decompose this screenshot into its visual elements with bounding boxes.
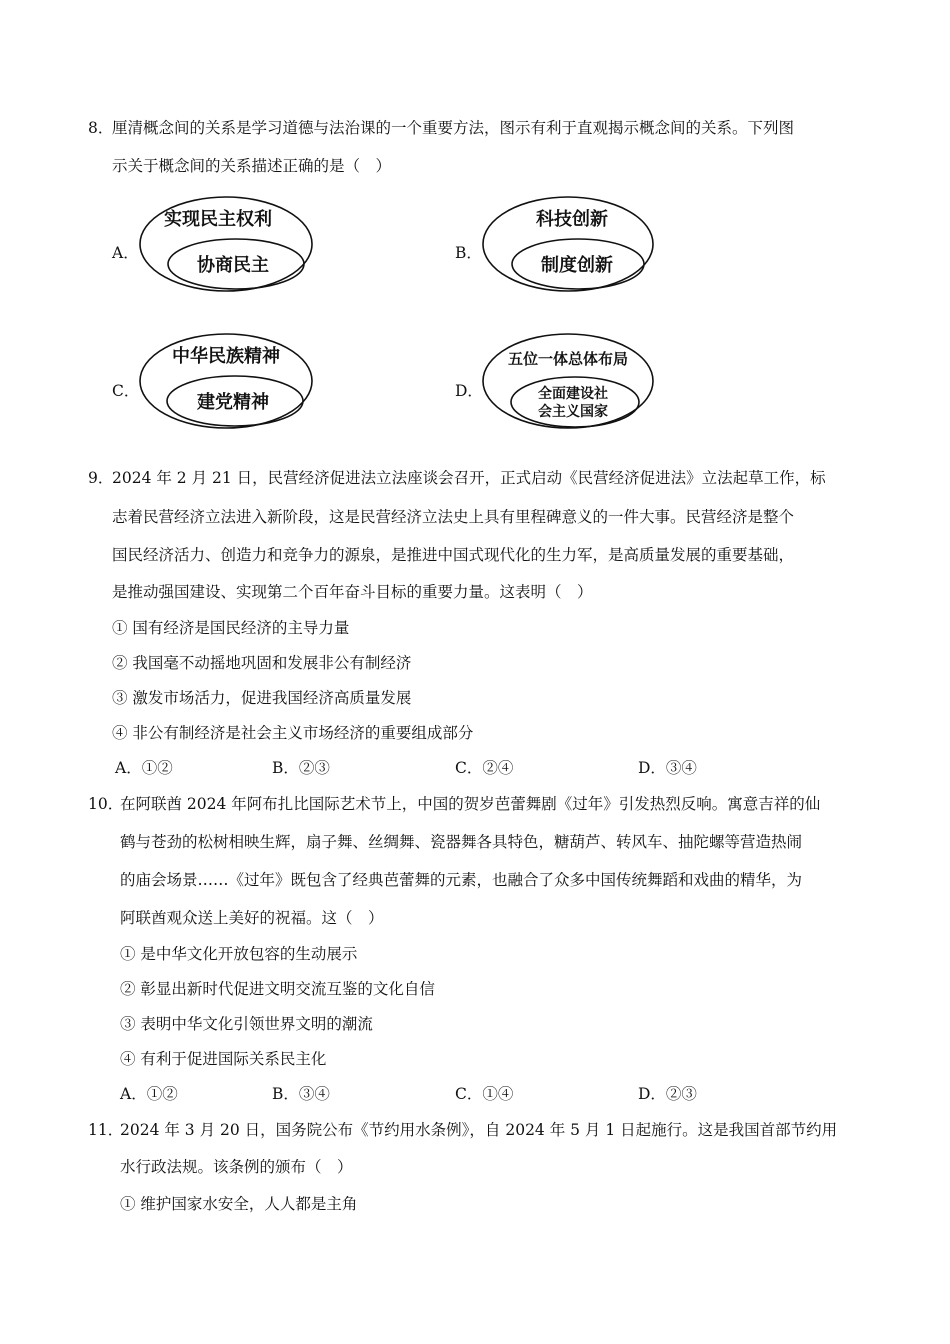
answer-option-a[interactable]: A．①② bbox=[120, 1085, 178, 1103]
answer-option-b[interactable]: B．③④ bbox=[272, 1085, 330, 1103]
outer-concept-label: 科技创新 bbox=[536, 209, 608, 230]
question-text-line: 2024 年 3 月 20 日，国务院公布《节约用水条例》，自 2024 年 5 月 1 日起施行。这是我国首部节约用 bbox=[120, 1121, 838, 1139]
question-text-line: 的庙会场景……《过年》既包含了经典芭蕾舞的元素，也融合了众多中国传统舞蹈和戏曲的精华，为 bbox=[120, 871, 803, 889]
outer-concept-label: 实现民主权利 bbox=[164, 209, 272, 230]
outer-concept-label: 五位一体总体布局 bbox=[507, 350, 629, 368]
answer-option-c[interactable]: C．①④ bbox=[455, 1085, 514, 1103]
question-text-line: 2024 年 2 月 21 日，民营经济促进法立法座谈会召开，正式启动《民营经济促进法》立法起草工作，标 bbox=[112, 469, 826, 487]
statement-item: ③ 激发市场活力，促进我国经济高质量发展 bbox=[112, 689, 412, 707]
inner-concept-label: 会主义国家 bbox=[538, 404, 608, 420]
answer-option-d[interactable]: D．②③ bbox=[638, 1085, 697, 1103]
inner-concept-label: 全面建设社 bbox=[538, 386, 608, 402]
question-text-line: 示关于概念间的关系描述正确的是（ ） bbox=[112, 157, 392, 175]
statement-item: ① 是中华文化开放包容的生动展示 bbox=[120, 945, 358, 963]
question-text-line: 鹤与苍劲的松树相映生辉，扇子舞、丝绸舞、瓷器舞各具特色，糖葫芦、转风车、抽陀螺等营造热闹 bbox=[120, 833, 803, 851]
answer-option-a[interactable]: A．①② bbox=[115, 759, 173, 777]
statement-item: ② 我国毫不动摇地巩固和发展非公有制经济 bbox=[112, 654, 412, 672]
inner-concept-label: 协商民主 bbox=[197, 255, 269, 276]
answer-option-b[interactable]: B．②③ bbox=[272, 759, 330, 777]
outer-concept-label: 中华民族精神 bbox=[172, 346, 280, 367]
concept-diagram-c bbox=[136, 330, 316, 434]
question-number: 9． bbox=[88, 469, 114, 487]
question-text-line: 阿联酋观众送上美好的祝福。这（ ） bbox=[120, 909, 384, 927]
question-text-line: 是推动强国建设、实现第二个百年奋斗目标的重要力量。这表明（ ） bbox=[112, 583, 593, 601]
statement-item: ④ 非公有制经济是社会主义市场经济的重要组成部分 bbox=[112, 724, 474, 742]
option-label-a[interactable]: A． bbox=[112, 244, 139, 262]
option-label-c[interactable]: C． bbox=[112, 382, 140, 400]
question-number: 8． bbox=[88, 119, 114, 137]
question-text-line: 厘清概念间的关系是学习道德与法治课的一个重要方法，图示有利于直观揭示概念间的关系。下列图 bbox=[112, 119, 795, 137]
question-text-line: 国民经济活力、创造力和竞争力的源泉，是推进中国式现代化的生力军，是高质量发展的重要基础， bbox=[112, 546, 795, 564]
answer-option-c[interactable]: C．②④ bbox=[455, 759, 514, 777]
concept-diagram-b bbox=[480, 194, 660, 298]
statement-item: ① 国有经济是国民经济的主导力量 bbox=[112, 619, 350, 637]
question-number: 10． bbox=[88, 795, 124, 813]
concept-diagram-a bbox=[136, 194, 316, 298]
inner-concept-label: 建党精神 bbox=[197, 392, 269, 413]
question-number: 11． bbox=[88, 1121, 124, 1139]
inner-concept-label: 制度创新 bbox=[541, 255, 613, 276]
option-label-b[interactable]: B． bbox=[455, 244, 482, 262]
statement-item: ① 维护国家水安全，人人都是主角 bbox=[120, 1195, 358, 1213]
question-text-line: 志着民营经济立法进入新阶段，这是民营经济立法史上具有里程碑意义的一件大事。民营经济是整个 bbox=[112, 508, 795, 526]
answer-option-d[interactable]: D．③④ bbox=[638, 759, 697, 777]
option-label-d[interactable]: D． bbox=[455, 382, 483, 400]
question-text-line: 在阿联酋 2024 年阿布扎比国际艺术节上，中国的贺岁芭蕾舞剧《过年》引发热烈反响。寓意吉祥的仙 bbox=[120, 795, 821, 813]
statement-item: ④ 有利于促进国际关系民主化 bbox=[120, 1050, 327, 1068]
concept-diagram-d bbox=[480, 330, 660, 434]
question-text-line: 水行政法规。该条例的颁布（ ） bbox=[120, 1158, 353, 1176]
statement-item: ③ 表明中华文化引领世界文明的潮流 bbox=[120, 1015, 373, 1033]
statement-item: ② 彰显出新时代促进文明交流互鉴的文化自信 bbox=[120, 980, 435, 998]
